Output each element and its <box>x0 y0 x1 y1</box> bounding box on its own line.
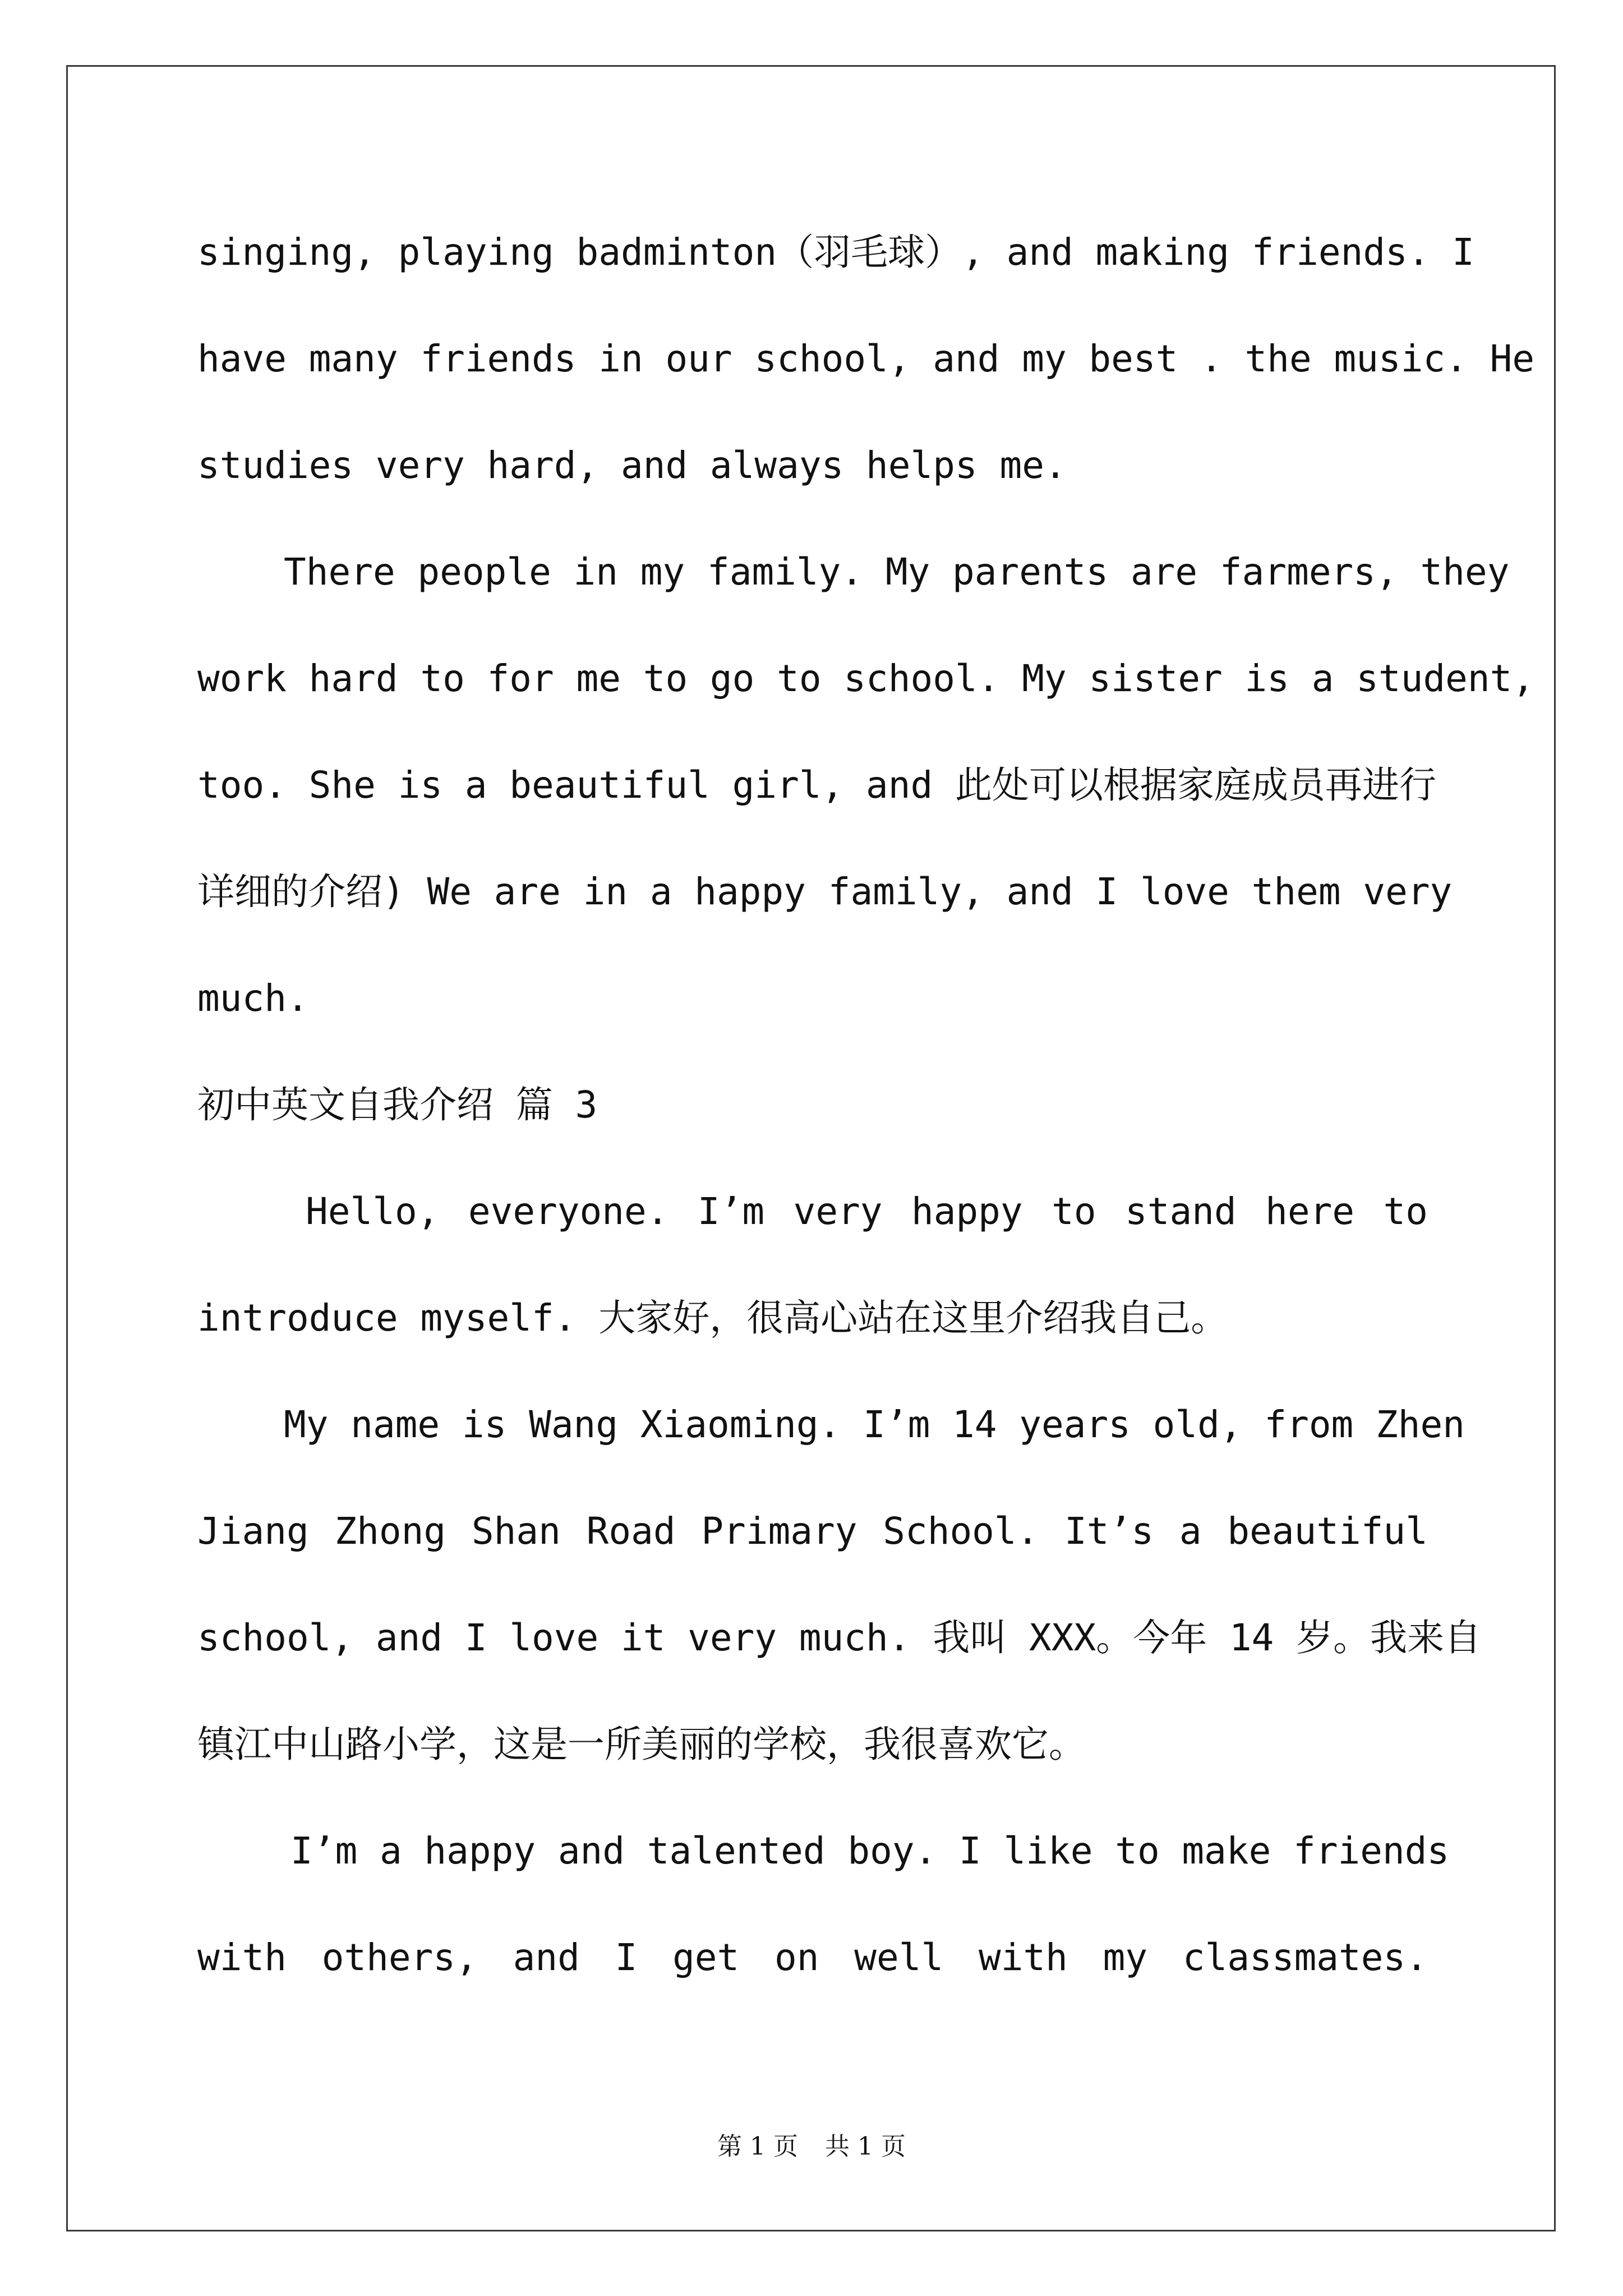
text-line: school, and I love it very much. 我叫 XXX。今年 14 岁。我来自 <box>197 1616 1482 1659</box>
page-footer <box>0 2126 1623 2162</box>
page-total: 共 1 页 <box>825 2132 906 2161</box>
page-number: 第 1 页 <box>717 2132 798 2161</box>
text-line: singing, playing badminton（羽毛球）, and making friends. I <box>197 231 1475 274</box>
text-line: I’m a happy and talented boy. I like to make friends <box>291 1829 1450 1872</box>
text-line: studies very hard, and always helps me. <box>197 444 1067 487</box>
text-line: Jiang Zhong Shan Road Primary School. It’s a beautiful <box>197 1510 1428 1553</box>
text-line: 镇江中山路小学，这是一所美丽的学校，我很喜欢它。 <box>197 1723 1086 1766</box>
text-line: with others, and I get on well with my classmates. <box>197 1936 1428 1979</box>
text-line: too. She is a beautiful girl, and 此处可以根据家庭成员再进行 <box>197 763 1437 807</box>
text-line: My name is Wang Xiaoming. I’m 14 years old, from Zhen <box>284 1403 1465 1446</box>
text-line: There people in my family. My parents are farmers, they <box>284 550 1510 593</box>
text-line: Hello, everyone. I’m very happy to stand here to <box>306 1190 1428 1233</box>
section-heading: 初中英文自我介绍 篇 3 <box>197 1083 598 1126</box>
text-line: much. <box>197 977 309 1020</box>
text-line: work hard to for me to go to school. My sister is a student, <box>197 657 1535 700</box>
text-line: 详细的介绍) We are in a happy family, and I love them very <box>197 870 1453 913</box>
text-line: introduce myself. 大家好，很高心站在这里介绍我自己。 <box>197 1296 1228 1340</box>
text-line: have many friends in our school, and my best . the music. He <box>197 337 1535 380</box>
